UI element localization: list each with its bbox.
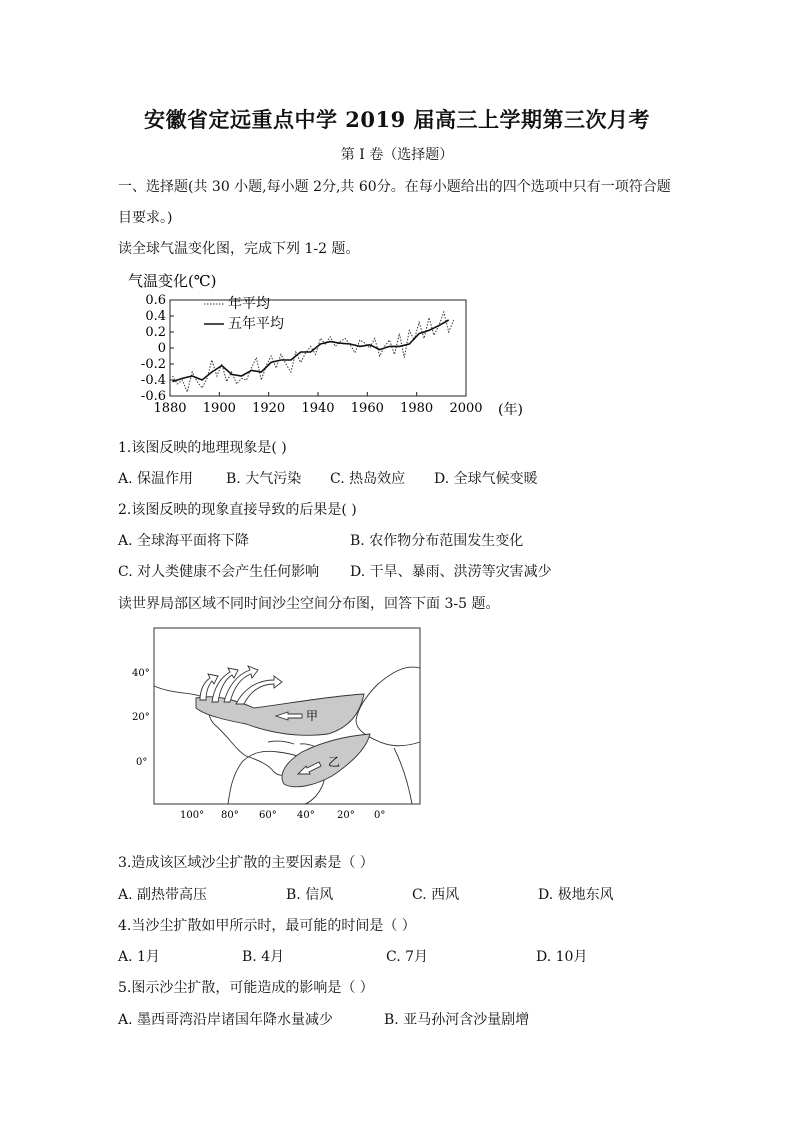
q1-option-b: B. 大气污染 <box>226 471 302 487</box>
q3-option-c: C. 西风 <box>412 887 460 903</box>
q4-option-c: C. 7月 <box>386 949 429 965</box>
y-tick-label: 0.6 <box>145 293 166 308</box>
q1-option-c: C. 热岛效应 <box>330 471 406 487</box>
chart-ylabel: 气温变化(℃) <box>128 272 217 290</box>
page-title: 安徽省定远重点中学 2019 届高三上学期第三次月考 <box>143 107 651 132</box>
y-tick-label: 0.4 <box>145 309 166 324</box>
section-instructions-line2: 目要求。) <box>118 210 173 226</box>
chart-legend <box>204 295 284 332</box>
y-tick-label: -0.2 <box>140 357 166 372</box>
question-intro-1: 读全球气温变化图，完成下列 1-2 题。 <box>118 241 360 257</box>
lon-20: 20° <box>337 810 355 821</box>
x-tick-label: 1880 <box>153 401 187 416</box>
y-tick-label: 0 <box>157 341 166 356</box>
lat-40: 40° <box>132 668 150 679</box>
question-intro-2: 读世界局部区域不同时间沙尘空间分布图，回答下面 3-5 题。 <box>118 596 500 612</box>
q5-option-b: B. 亚马孙河含沙量剧增 <box>384 1012 530 1028</box>
q5-stem: 5.图示沙尘扩散，可能造成的影响是（ ） <box>118 980 374 996</box>
q4-stem: 4.当沙尘扩散如甲所示时，最可能的时间是（ ） <box>118 918 416 934</box>
x-tick-label: 2000 <box>449 401 483 416</box>
q4-option-b: B. 4月 <box>242 949 285 965</box>
q3-stem: 3.造成该区域沙尘扩散的主要因素是（ ） <box>118 855 374 871</box>
legend-five-year-label: 五年平均 <box>228 316 284 332</box>
lon-0: 0° <box>374 810 386 821</box>
q1-stem: 1.该图反映的地理现象是( ) <box>118 440 287 456</box>
legend-annual-label: 年平均 <box>228 296 270 312</box>
dust-distribution-map <box>118 624 428 824</box>
q1-option-d: D. 全球气候变暖 <box>434 471 538 487</box>
q4-option-a: A. 1月 <box>118 949 160 965</box>
q2-option-d: D. 干旱、暴雨、洪涝等灾害减少 <box>350 564 552 580</box>
plot-frame <box>170 300 466 396</box>
q3-option-a: A. 副热带高压 <box>118 887 208 903</box>
x-tick-label: 1940 <box>301 401 335 416</box>
series-five-year-average <box>173 320 449 382</box>
q2-option-a: A. 全球海平面将下降 <box>118 533 250 549</box>
temperature-chart <box>118 268 538 420</box>
q2-stem: 2.该图反映的现象直接导致的后果是( ) <box>118 502 357 518</box>
x-tick-label: 1920 <box>252 401 286 416</box>
lon-80: 80° <box>221 810 239 821</box>
y-tick-label: -0.6 <box>140 389 166 404</box>
section-subtitle: 第 I 卷（选择题） <box>340 147 454 163</box>
q3-option-b: B. 信风 <box>286 887 334 903</box>
q4-option-d: D. 10月 <box>536 949 588 965</box>
q2-option-b: B. 农作物分布范围发生变化 <box>350 533 524 549</box>
chart-xlabel: (年) <box>498 402 523 418</box>
lat-20: 20° <box>132 712 150 723</box>
lon-40: 40° <box>297 810 315 821</box>
label-yi: 乙 <box>328 755 341 769</box>
x-tick-label: 1980 <box>400 401 434 416</box>
lon-60: 60° <box>259 810 277 821</box>
label-jia: 甲 <box>306 709 319 723</box>
section-instructions-line1: 一、选择题(共 30 小题,每小题 2分,共 60分。在每小题给出的四个选项中只有一项符合题 <box>118 179 671 195</box>
lon-100: 100° <box>180 810 205 821</box>
x-tick-label: 1900 <box>202 401 236 416</box>
q3-option-d: D. 极地东风 <box>538 887 614 903</box>
x-tick-label: 1960 <box>350 401 384 416</box>
q1-option-a: A. 保温作用 <box>118 471 194 487</box>
lat-0: 0° <box>136 757 148 768</box>
y-tick-label: -0.4 <box>140 373 166 388</box>
q2-option-c: C. 对人类健康不会产生任何影响 <box>118 564 320 580</box>
q5-option-a: A. 墨西哥湾沿岸诸国年降水量减少 <box>118 1012 334 1028</box>
y-tick-label: 0.2 <box>145 325 166 340</box>
